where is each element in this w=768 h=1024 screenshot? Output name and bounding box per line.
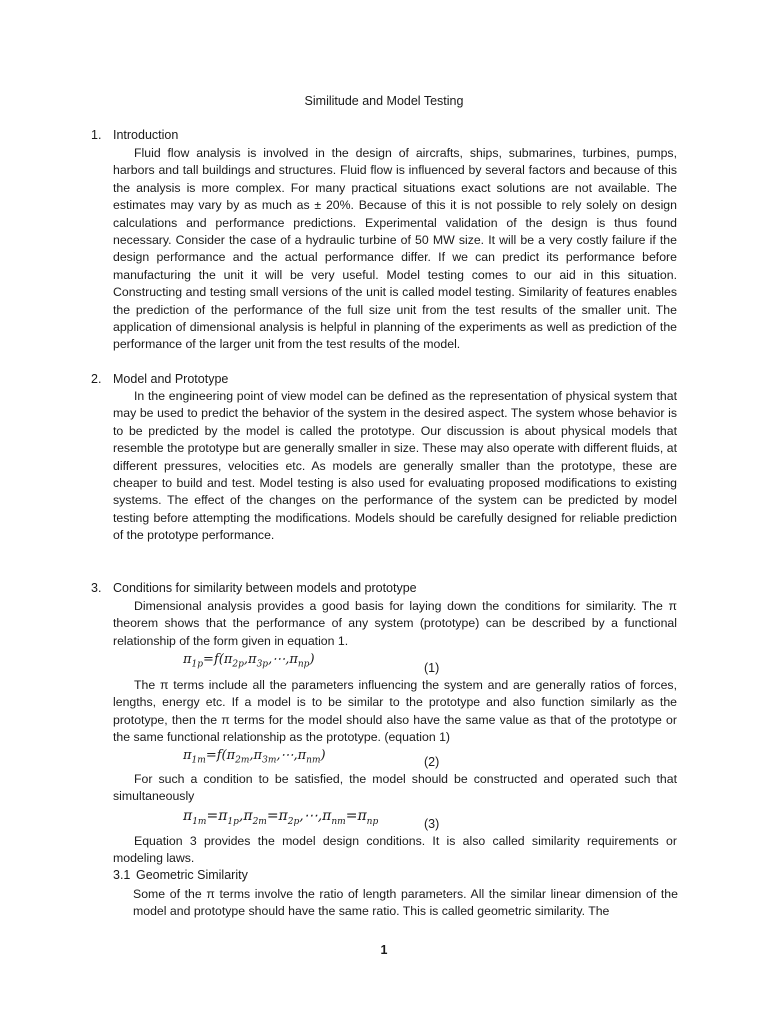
section-title: Introduction	[113, 128, 179, 142]
section-number: 3.	[91, 581, 102, 595]
conditions-paragraph-4: Equation 3 provides the model design conditions. It is also called similarity requirements or modeling laws.	[113, 834, 677, 866]
subsection-number: 3.1	[113, 868, 131, 882]
introduction-paragraph: Fluid flow analysis is involved in the design of aircrafts, ships, submarines, turbines, pumps, harbors and tall buildings and structures. Fluid flow is influenced by several factors and because of this the analysis is more complex. For many practical situations exact solutions are not available. The estimates may vary by as much as ± 20%. Because of this it is not possible to rely solely on design calculations and performance predictions. Experimental validation of the design is thus found necessary. Consider the case of a hydraulic turbine of 50 MW size. It will be a very costly failure if the design performance and the actual performance differ. If we can predict its performance before manufacturing the unit it will be very useful. Model testing comes to our aid in this situation. Constructing and testing small versions of the unit is called model testing. Similarity of features enables the prediction of the performance of the full size unit from the test results of the smaller unit. The application of dimensional analysis is helpful in planning of the experiments as well as prediction of the performance of the larger unit from the test results of the model.	[113, 146, 677, 352]
equation-1-number: (1)	[424, 661, 440, 675]
equation-2: $\pi_{1m}=f(\pi_{2m},\pi_{3m},\cdots,\pi_{nm})$	[183, 748, 326, 766]
model-prototype-paragraph: In the engineering point of view model can be defined as the representation of physical system that may be used to predict the behavior of the system in the desired aspect. The system whose behavior is to be predicted by the model is called the prototype. Our discussion is about physical models that resemble the prototype but are generally smaller in size. These may also operate with different fluids, at different pressures, velocities etc. As models are generally smaller than the prototype, these are cheaper to build and test. Model testing is also used for evaluating proposed modifications to existing systems. The effect of the changes on the performance of the system can be predicted by model testing before attempting the modifications. Models should be carefully designed for reliable prediction of the prototype performance.	[113, 389, 677, 543]
conditions-paragraph-1: Dimensional analysis provides a good basis for laying down the conditions for similarity. The π theorem shows that the performance of any system (prototype) can be described by a functional relationship of the form given in equation 1.	[113, 599, 677, 648]
equation-2-number: (2)	[424, 755, 440, 769]
conditions-paragraph-2: The π terms include all the parameters influencing the system and are generally ratios of forces, lengths, energy etc. If a model is to be similar to the prototype and also function similarly as the prototype, then the π terms for the model should also have the same value as that of the prototype or the same functional relationship as the prototype. (equation 1)	[113, 678, 677, 745]
equation-3: $\pi_{1m}=\pi_{1p},\pi_{2m}=\pi_{2p},\cdots,\pi_{nm}=\pi_{np}$	[183, 808, 379, 827]
equation-3-number: (3)	[424, 817, 440, 831]
section-heading-model-prototype	[91, 371, 228, 389]
equation-1: $\pi_{1p}=f(\pi_{2p},\pi_{3p},\cdots,\pi_{np})$	[183, 652, 315, 670]
section-heading-introduction	[91, 127, 178, 145]
section-title: Conditions for similarity between models and prototype	[113, 581, 417, 595]
subsection-heading-geometric-similarity	[113, 868, 248, 882]
section-number: 1.	[91, 128, 102, 142]
section-number: 2.	[91, 372, 102, 386]
section-title: Model and Prototype	[113, 372, 229, 386]
conditions-paragraph-3: For such a condition to be satisfied, the model should be constructed and operated such that simultaneously	[113, 772, 677, 804]
geometric-similarity-paragraph: Some of the π terms involve the ratio of length parameters. All the similar linear dimension of the model and prototype should have the same ratio. This is called geometric similarity. The	[133, 887, 678, 919]
section-heading-conditions	[91, 580, 417, 598]
subsection-title: Geometric Similarity	[136, 868, 248, 882]
page-number: 1	[380, 943, 388, 957]
document-title: Similitude and Model Testing	[304, 94, 464, 108]
